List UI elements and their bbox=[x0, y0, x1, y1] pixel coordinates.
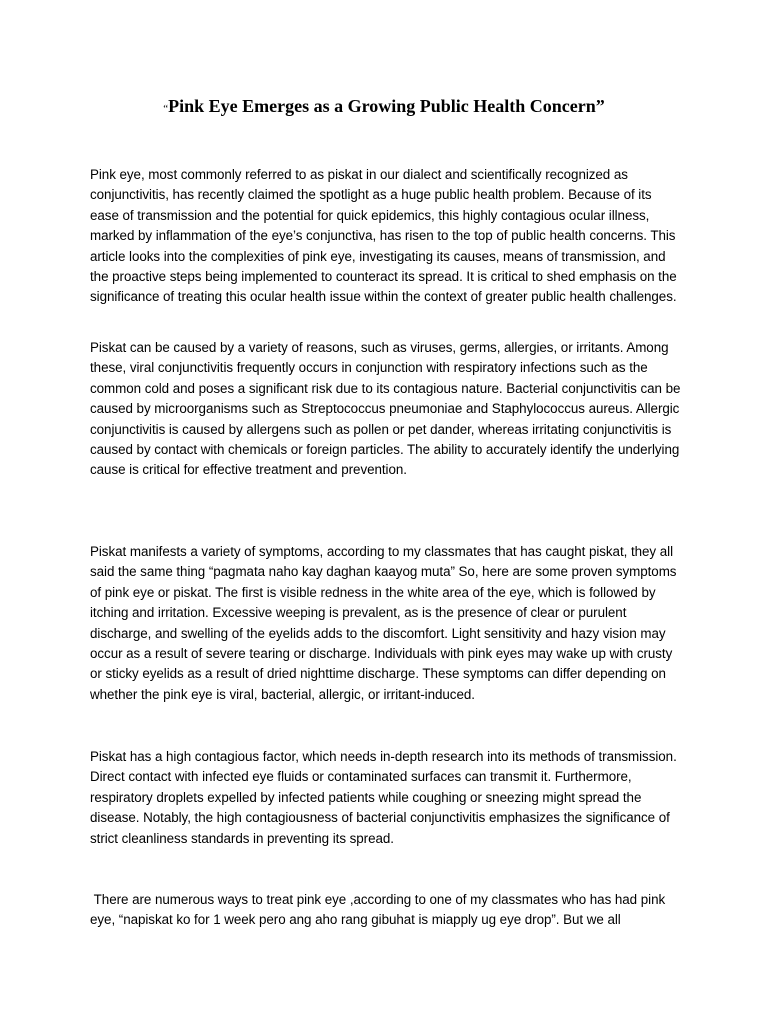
paragraph-causes: Piskat can be caused by a variety of reasons, such as viruses, germs, allergies, or irritants. Among these, viral conjunctivitis frequently occurs in conjunction with respiratory infections such as the common cold and poses a significant risk due to its contagious nature. Bacterial conjunctivitis can be caused by microorganisms such as Streptococcus pneumoniae and Staphylococcus aureus. Allergic conjunctivitis is caused by allergens such as pollen or pet dander, whereas irritating conjunctivitis is caused by contact with chemicals or foreign particles. The ability to accurately identify the underlying cause is critical for effective treatment and prevention. bbox=[90, 340, 681, 478]
paragraph-symptoms: Piskat manifests a variety of symptoms, according to my classmates that has caught piskat, they all said the same thing “pagmata naho kay daghan kaayog muta” So, here are some proven symptoms of pink eye or piskat. The first is visible redness in the white area of the eye, which is followed by itching and irritation. Excessive weeping is prevalent, as is the presence of clear or purulent discharge, and swelling of the eyelids adds to the discomfort. Light sensitivity and hazy vision may occur as a result of severe tearing or discharge. Individuals with pink eyes may wake up with crusty or sticky eyelids as a result of dried nighttime discharge. These symptoms can differ depending on whether the pink eye is viral, bacterial, allergic, or irritant-induced. bbox=[90, 544, 677, 702]
title-text: Pink Eye Emerges as a Growing Public Health Concern bbox=[168, 96, 596, 116]
paragraph-transmission: Piskat has a high contagious factor, which needs in-depth research into its methods of transmission. Direct contact with infected eye fluids or contaminated surfaces can transmit it. Furthermore, respiratory droplets expelled by infected patients while coughing or sneezing might spread the disease. Notably, the high contagiousness of bacterial conjunctivitis emphasizes the significance of strict cleanliness standards in preventing its spread. bbox=[90, 749, 677, 846]
article-title bbox=[0, 94, 768, 121]
title-close-quote: ” bbox=[595, 96, 605, 116]
paragraph-introduction: Pink eye, most commonly referred to as piskat in our dialect and scientifically recognized as conjunctivitis, has recently claimed the spotlight as a huge public health problem. Because of its ease of transmission and the potential for quick epidemics, this highly contagious ocular illness, marked by inflammation of the eye’s conjunctiva, has risen to the top of public health concerns. This article looks into the complexities of pink eye, investigating its causes, means of transmission, and the proactive steps being implemented to counteract its spread. It is critical to shed emphasis on the significance of treating this ocular health issue within the context of greater public health challenges. bbox=[90, 167, 677, 305]
paragraph-treatment: There are numerous ways to treat pink eye ,according to one of my classmates who has had pink eye, “napiskat ko for 1 week pero ang aho rang gibuhat is miapply ug eye drop”. But we all bbox=[90, 892, 669, 928]
title-open-quote: “ bbox=[163, 103, 169, 115]
